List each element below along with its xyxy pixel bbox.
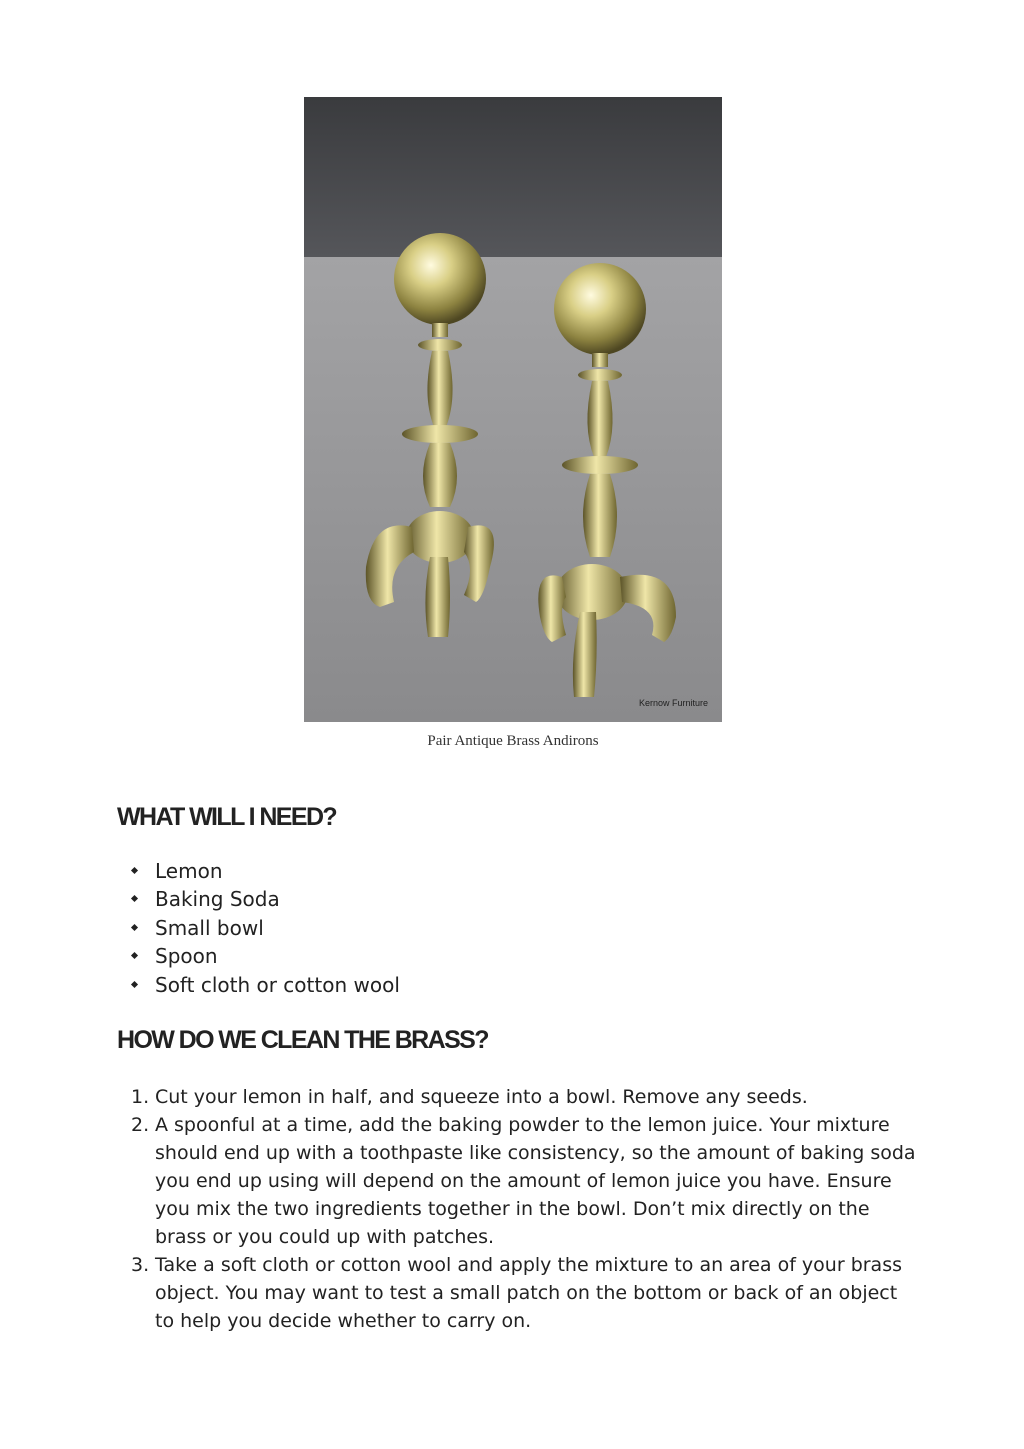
steps-list	[117, 1083, 917, 1335]
andirons-photo	[304, 97, 722, 722]
andirons-illustration	[304, 97, 722, 722]
step-number: 3.	[131, 1254, 150, 1276]
list-item: Soft cloth or cotton wool	[117, 971, 400, 999]
list-item: Spoon	[117, 942, 400, 970]
step-item	[117, 1083, 917, 1111]
step-text: Cut your lemon in half, and squeeze into a bowl. Remove any seeds.	[155, 1086, 808, 1108]
step-item	[117, 1111, 917, 1251]
list-item: Lemon	[117, 857, 400, 885]
list-item: Small bowl	[117, 914, 400, 942]
step-number: 1.	[131, 1086, 150, 1108]
step-number: 2.	[131, 1114, 150, 1136]
image-caption: Pair Antique Brass Andirons	[427, 733, 599, 749]
step-text: A spoonful at a time, add the baking powder to the lemon juice. Your mixture should end up with a toothpaste like consistency, so the amount of baking soda you end up using will depend on the amount of lemon juice you have. Ensure you mix the two ingredients together in the bowl. Don’t mix directly on the brass or you could up with patches.	[155, 1114, 916, 1248]
photo-watermark: Kernow Furniture	[638, 698, 708, 708]
need-heading: WHAT WILL I NEED?	[117, 803, 337, 831]
step-item	[117, 1251, 917, 1335]
supplies-list	[117, 857, 400, 999]
list-item: Baking Soda	[117, 885, 400, 913]
step-text: Take a soft cloth or cotton wool and apply the mixture to an area of your brass object. You may want to test a small patch on the bottom or back of an object to help you decide whether to carry on.	[155, 1254, 903, 1332]
clean-heading: HOW DO WE CLEAN THE BRASS?	[117, 1026, 488, 1054]
